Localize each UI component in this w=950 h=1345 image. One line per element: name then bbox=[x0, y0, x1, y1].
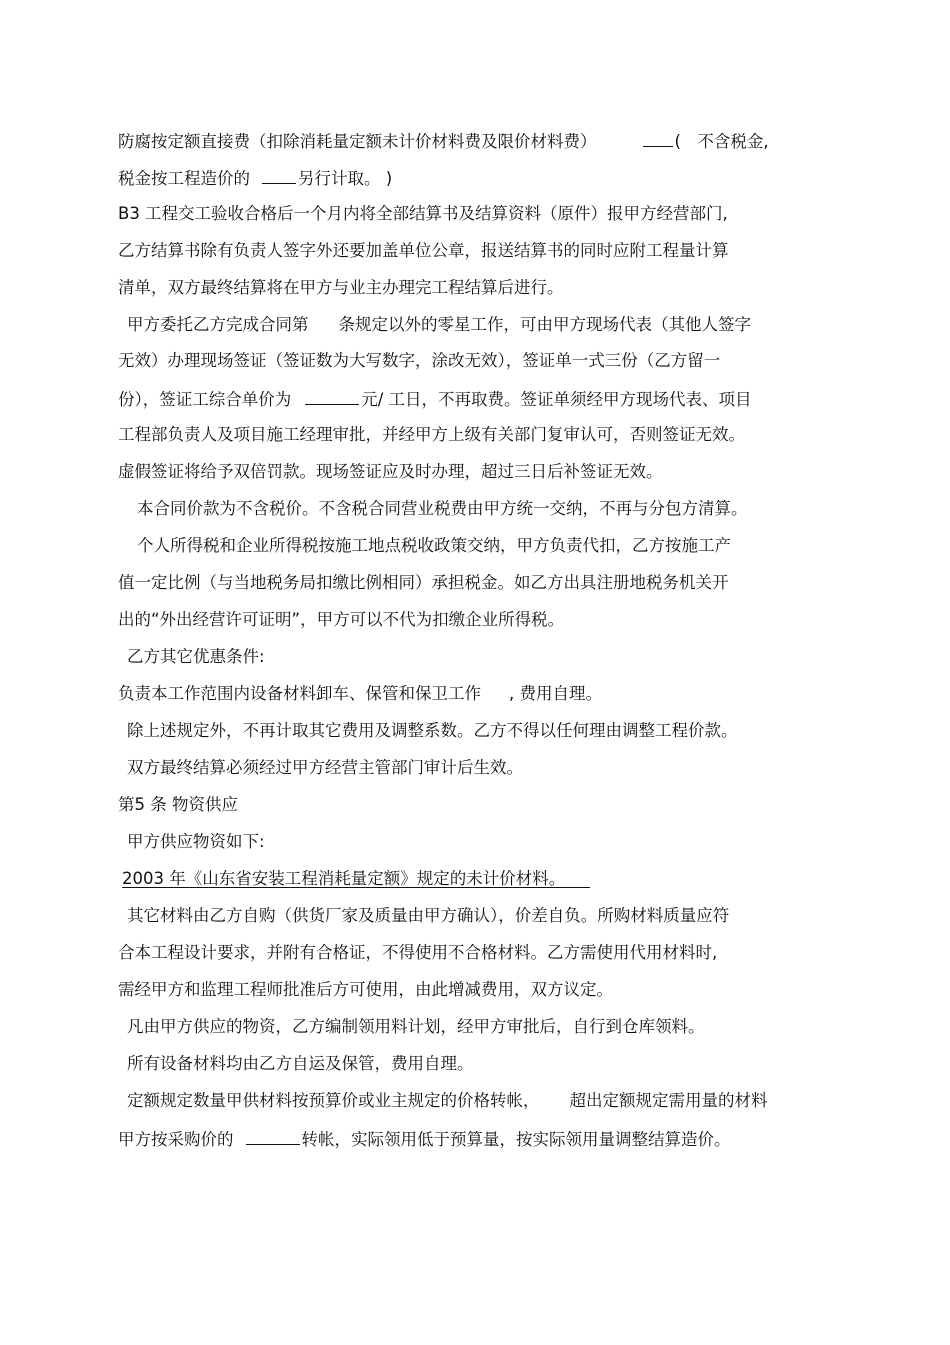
text-line bbox=[118, 129, 769, 151]
text-line bbox=[118, 387, 752, 409]
text-line bbox=[127, 1090, 768, 1112]
fill-in-blank bbox=[262, 166, 296, 184]
text-segment: 另行计取。 ) bbox=[298, 169, 393, 188]
text-line: 双方最终结算必须经过甲方经营主管部门审计后生效。 bbox=[127, 758, 523, 777]
text-segment: ( 不含税金, bbox=[674, 132, 769, 151]
text-line: 出的“外出经营许可证明”，甲方可以不代为扣缴企业所得税。 bbox=[118, 610, 565, 629]
text-line: 乙方结算书除有负责人签字外还要加盖单位公章，报送结算书的同时应附工程量计算 bbox=[118, 241, 729, 260]
fill-in-blank bbox=[643, 129, 673, 147]
text-line: 本合同价款为不含税价。不含税合同营业税费由甲方统一交纳，不再与分包方清算。 bbox=[137, 499, 748, 518]
text-segment: 元/ 工日，不再取费。签证单须经甲方现场代表、项目 bbox=[361, 390, 752, 409]
text-line: 其它材料由乙方自购（供货厂家及质量由甲方确认），价差自负。所购材料质量应符 bbox=[127, 906, 730, 925]
text-segment: 税金按工程造价的 bbox=[118, 169, 250, 188]
text-segment: , 费用自理。 bbox=[509, 684, 602, 703]
text-segment: 定额规定数量甲供材料按预算价或业主规定的价格转帐， bbox=[127, 1091, 540, 1110]
text-line: 工程部负责人及项目施工经理审批，并经甲方上级有关部门复审认可，否则签证无效。 bbox=[118, 425, 745, 444]
text-line: 凡由甲方供应的物资，乙方编制领用料计划，经甲方审批后，自行到仓库领料。 bbox=[127, 1017, 705, 1036]
fill-in-blank bbox=[246, 1127, 300, 1145]
text-line: 值一定比例（与当地税务局扣缴比例相同）承担税金。如乙方出具注册地税务机关开 bbox=[118, 573, 729, 592]
text-segment: 条规定以外的零星工作，可由甲方现场代表（其他人签字 bbox=[338, 315, 751, 334]
text-line: 合本工程设计要求，并附有合格证，不得使用不合格材料。乙方需使用代用材料时, bbox=[118, 943, 718, 962]
text-line: 无效）办理现场签证（签证数为大写数字，涂改无效），签证单一式三份（乙方留一 bbox=[118, 351, 721, 370]
text-segment: 超出定额规定需用量的材料 bbox=[569, 1091, 768, 1110]
text-segment: 转帐，实际领用低于预算量，按实际领用量调整结算造价。 bbox=[301, 1130, 731, 1149]
text-line: B3 工程交工验收合格后一个月内将全部结算书及结算资料（原件）报甲方经营部门, bbox=[118, 204, 728, 223]
text-line: 清单，双方最终结算将在甲方与业主办理完工程结算后进行。 bbox=[118, 278, 564, 297]
text-line bbox=[127, 314, 751, 336]
text-segment: 甲方按采购价的 bbox=[118, 1130, 234, 1149]
text-line bbox=[118, 166, 392, 188]
text-line: 需经甲方和监理工程师批准后方可使用，由此增减费用，双方议定。 bbox=[118, 980, 613, 999]
text-line: 个人所得税和企业所得税按施工地点税收政策交纳，甲方负责代扣，乙方按施工产 bbox=[137, 536, 731, 555]
text-line bbox=[118, 683, 602, 705]
text-line: 乙方其它优惠条件: bbox=[127, 647, 265, 666]
text-line: 除上述规定外，不再计取其它费用及调整系数。乙方不得以任何理由调整工程价款。 bbox=[127, 721, 738, 740]
text-line bbox=[118, 1127, 731, 1149]
text-line: 虚假签证将给予双倍罚款。现场签证应及时办理，超过三日后补签证无效。 bbox=[118, 462, 663, 481]
fill-in-blank bbox=[305, 387, 359, 405]
text-segment: 负责本工作范围内设备材料卸车、保管和保卫工作 bbox=[118, 684, 481, 703]
text-segment: 甲方委托乙方完成合同第 bbox=[127, 315, 309, 334]
section-heading: 第5 条 物资供应 bbox=[118, 795, 238, 814]
text-line: 甲方供应物资如下: bbox=[127, 832, 265, 851]
text-line: 所有设备材料均由乙方自运及保管，费用自理。 bbox=[127, 1054, 474, 1073]
underlined-text-line: 2003 年《山东省安装工程消耗量定额》规定的未计价材料。 bbox=[122, 869, 590, 888]
text-segment: 份），签证工综合单价为 bbox=[118, 390, 292, 409]
text-segment: 防腐按定额直接费（扣除消耗量定额未计价材料费及限价材料费） bbox=[118, 132, 597, 151]
